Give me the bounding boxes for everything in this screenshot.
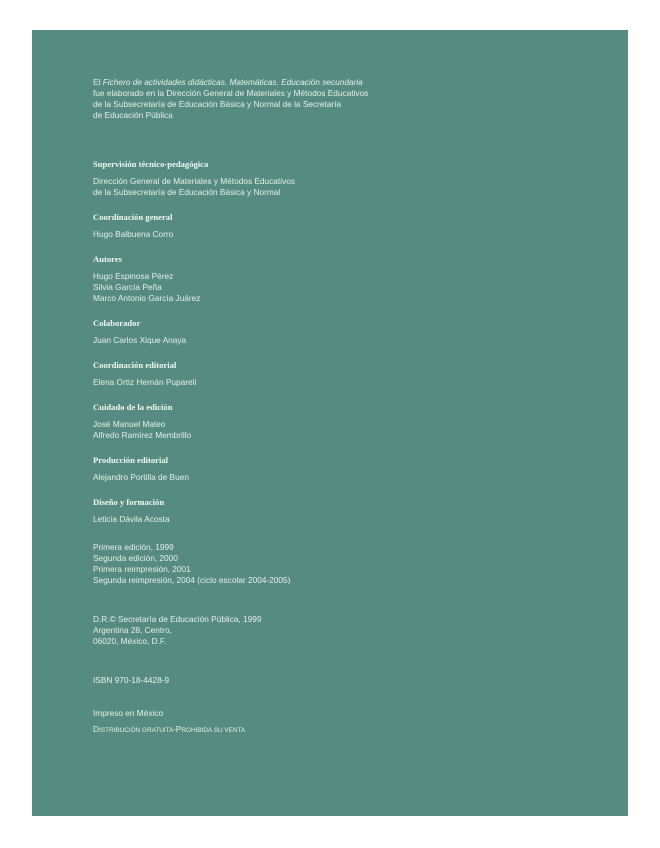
credit-line: Alfredo Ramírez Membrillo (93, 430, 192, 440)
section-heading: Coordinación editorial (93, 360, 177, 370)
section-coordinacion-editorial (93, 360, 628, 388)
distribution-a-rest: ISTRIBUCIÓN GRATUITA (99, 727, 174, 734)
copyright-line: 06020, México, D.F. (93, 636, 167, 646)
copyright-notice (93, 614, 628, 647)
distribution-a-cap: D (93, 724, 100, 734)
section-autores (93, 254, 628, 304)
section-produccion-editorial (93, 455, 628, 483)
credit-line: de la Subsecretaría de Educación Básica y Normal (93, 187, 281, 197)
section-cuidado-edicion (93, 402, 628, 441)
intro-line-1 (93, 77, 628, 88)
section-body (93, 472, 628, 483)
section-body (93, 419, 628, 441)
copyright-line: D.R.© Secretaría de Educación Pública, 1999 (93, 614, 262, 624)
credit-line: Hugo Balbuena Corro (93, 229, 174, 239)
section-body (93, 335, 628, 346)
credits-page (32, 30, 628, 816)
section-supervision (93, 159, 628, 198)
book-title: Fichero de actividades didácticas. Matemáticas. Educación secundaria (102, 77, 363, 87)
section-body (93, 271, 628, 304)
credit-line: Hugo Espinosa Pérez (93, 271, 174, 281)
intro-line-4: de Educación Pública (93, 110, 173, 120)
distribution-separator: - (173, 725, 176, 734)
edition-line: Segunda reimpresión, 2004 (ciclo escolar 2004-2005) (93, 575, 291, 585)
section-heading: Colaborador (93, 318, 141, 328)
section-colaborador (93, 318, 628, 346)
distribution-b-cap: P (175, 724, 182, 734)
section-heading: Autores (93, 254, 122, 264)
credit-line: Marco Antonio García Juárez (93, 293, 201, 303)
edition-line: Segunda edición, 2000 (93, 553, 178, 563)
intro-line-3: de la Subsecretaría de Educación Básica y Normal de la Secretaría (93, 99, 342, 109)
edition-line: Primera edición, 1999 (93, 542, 174, 552)
credit-line: Leticia Dávila Acosta (93, 514, 170, 524)
copyright-line: Argentina 28, Centro, (93, 625, 172, 635)
intro-paragraph (93, 77, 628, 121)
intro-prefix: El (93, 77, 103, 87)
credit-line: Juan Carlos Xique Anaya (93, 335, 187, 345)
section-heading: Coordinación general (93, 212, 173, 222)
section-body (93, 377, 628, 388)
section-body (93, 514, 628, 525)
section-heading: Cuidado de la edición (93, 402, 173, 412)
distribution-notice (93, 724, 628, 736)
credit-line: José Manuel Mateo (93, 419, 166, 429)
section-body (93, 176, 628, 198)
section-coordinacion-general (93, 212, 628, 240)
credit-line: Silvia García Peña (93, 282, 162, 292)
credit-line: Alejandro Portilla de Buen (93, 472, 189, 482)
printed-in: Impreso en México (93, 708, 164, 718)
credit-line: Dirección General de Materiales y Métodos Educativos (93, 176, 295, 186)
edition-history (93, 542, 628, 586)
isbn: ISBN 970-18-4428-9 (93, 675, 170, 685)
section-diseno-formacion (93, 497, 628, 525)
section-heading: Supervisión técnico-pedagógica (93, 159, 209, 169)
section-body (93, 229, 628, 240)
intro-line-2: fue elaborado en la Dirección General de Materiales y Métodos Educativos (93, 88, 369, 98)
edition-line: Primera reimpresión, 2001 (93, 564, 191, 574)
section-heading: Producción editorial (93, 455, 169, 465)
credit-line: Elena Ortiz Hernán Pupareli (93, 377, 197, 387)
section-heading: Diseño y formación (93, 497, 165, 507)
distribution-b-rest: ROHIBIDA SU VENTA (181, 727, 246, 734)
